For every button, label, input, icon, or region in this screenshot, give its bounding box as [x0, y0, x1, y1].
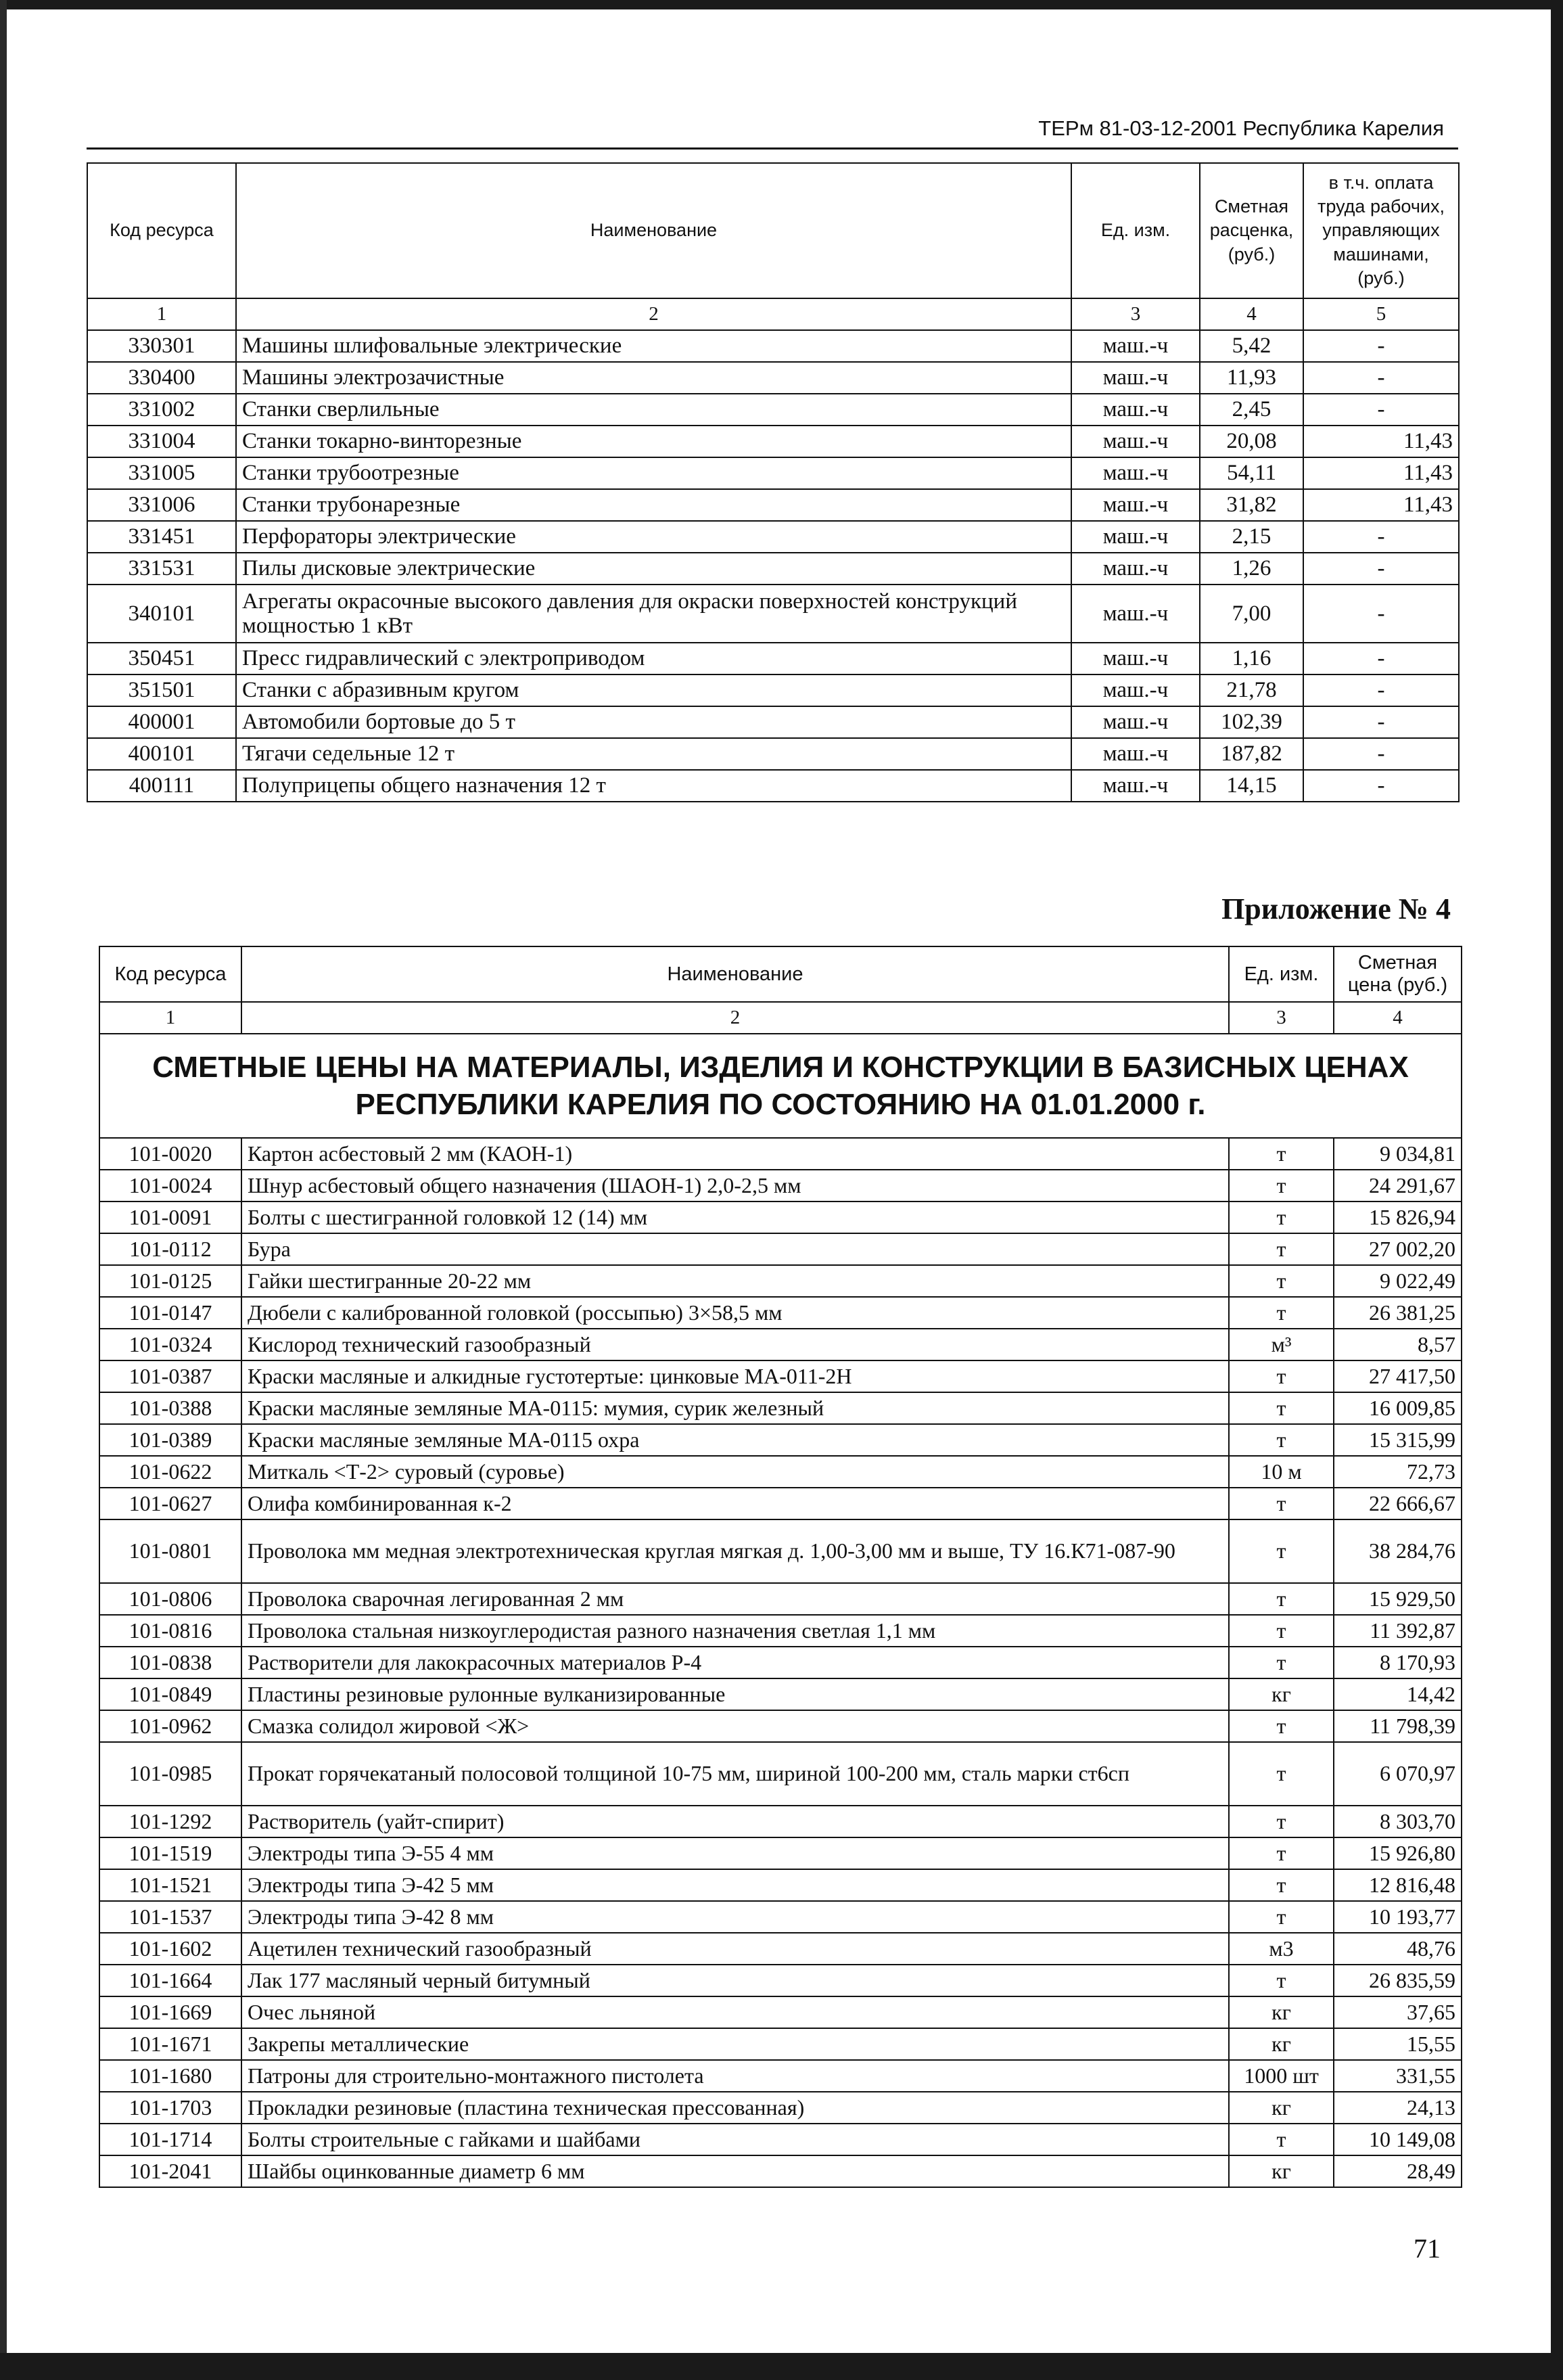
materials-rows — [99, 1138, 1462, 2187]
header-wage: в т.ч. оплата труда рабочих, управляющих машинами, (руб.) — [1303, 163, 1459, 298]
table-row — [99, 1170, 1462, 1202]
table-row — [99, 1583, 1462, 1615]
cell-code: 331004 — [87, 426, 236, 457]
column-number: 2 — [236, 298, 1071, 330]
appendix-title: Приложение № 4 — [1221, 892, 1451, 925]
cell-name: Электроды типа Э-42 8 мм — [241, 1901, 1229, 1933]
cell-price: 11 798,39 — [1334, 1710, 1462, 1742]
table-row — [99, 1933, 1462, 1965]
cell-unit: 1000 шт — [1229, 2060, 1334, 2092]
cell-price: 16 009,85 — [1334, 1392, 1462, 1424]
cell-unit: т — [1229, 2124, 1334, 2155]
cell-unit: кг — [1229, 2155, 1334, 2187]
cell-price: 6 070,97 — [1334, 1742, 1462, 1806]
header-rule — [87, 147, 1458, 150]
cell-name: Проволока сварочная легированная 2 мм — [241, 1583, 1229, 1615]
cell-wage: - — [1303, 706, 1459, 738]
table-row — [87, 330, 1459, 362]
cell-code: 101-1669 — [99, 1996, 241, 2028]
cell-name: Агрегаты окрасочные высокого давления для окраски поверхностей конструкций мощностью 1 кВт — [236, 585, 1071, 643]
cell-price: 8,57 — [1334, 1329, 1462, 1360]
cell-unit: кг — [1229, 1996, 1334, 2028]
cell-name: Проволока стальная низкоуглеродистая разного назначения светлая 1,1 мм — [241, 1615, 1229, 1647]
cell-price: 187,82 — [1200, 738, 1303, 770]
cell-code: 101-1714 — [99, 2124, 241, 2155]
cell-code: 101-1671 — [99, 2028, 241, 2060]
cell-unit: м3 — [1229, 1933, 1334, 1965]
cell-wage: 11,43 — [1303, 489, 1459, 521]
cell-name: Миткаль <Т-2> суровый (суровье) — [241, 1456, 1229, 1488]
materials-table — [99, 946, 1462, 2188]
cell-price: 48,76 — [1334, 1933, 1462, 1965]
cell-unit: маш.-ч — [1071, 585, 1200, 643]
cell-code: 400111 — [87, 770, 236, 802]
cell-code: 400101 — [87, 738, 236, 770]
cell-code: 101-1602 — [99, 1933, 241, 1965]
scan-border-bottom — [0, 2353, 1563, 2380]
cell-name: Электроды типа Э-55 4 мм — [241, 1837, 1229, 1869]
cell-price: 10 193,77 — [1334, 1901, 1462, 1933]
cell-name: Станки трубонарезные — [236, 489, 1071, 521]
cell-unit: маш.-ч — [1071, 394, 1200, 426]
cell-price: 8 170,93 — [1334, 1647, 1462, 1678]
cell-unit: маш.-ч — [1071, 426, 1200, 457]
scan-border-left — [0, 0, 7, 2380]
table-row — [99, 1297, 1462, 1329]
cell-code: 400001 — [87, 706, 236, 738]
table-row — [99, 1233, 1462, 1265]
cell-code: 101-0962 — [99, 1710, 241, 1742]
cell-price: 15 315,99 — [1334, 1424, 1462, 1456]
cell-price: 1,16 — [1200, 643, 1303, 674]
table-row — [99, 1424, 1462, 1456]
cell-name: Пресс гидравлический с электроприводом — [236, 643, 1071, 674]
cell-code: 101-1519 — [99, 1837, 241, 1869]
cell-unit: маш.-ч — [1071, 457, 1200, 489]
table-row — [99, 1837, 1462, 1869]
cell-wage: - — [1303, 521, 1459, 553]
cell-price: 1,26 — [1200, 553, 1303, 585]
cell-name: Смазка солидол жировой <Ж> — [241, 1710, 1229, 1742]
cell-code: 101-0985 — [99, 1742, 241, 1806]
cell-unit: маш.-ч — [1071, 738, 1200, 770]
cell-code: 331006 — [87, 489, 236, 521]
cell-price: 26 835,59 — [1334, 1965, 1462, 1996]
table-row — [87, 521, 1459, 553]
cell-unit: маш.-ч — [1071, 674, 1200, 706]
cell-unit: т — [1229, 1360, 1334, 1392]
cell-name: Тягачи седельные 12 т — [236, 738, 1071, 770]
cell-unit: т — [1229, 1138, 1334, 1170]
cell-unit: т — [1229, 1488, 1334, 1519]
cell-price: 26 381,25 — [1334, 1297, 1462, 1329]
column-number: 2 — [241, 1002, 1229, 1034]
cell-code: 330400 — [87, 362, 236, 394]
cell-name: Пилы дисковые электрические — [236, 553, 1071, 585]
header-code: Код ресурса — [99, 946, 241, 1002]
cell-unit: т — [1229, 1615, 1334, 1647]
cell-code: 101-0020 — [99, 1138, 241, 1170]
cell-unit: т — [1229, 1519, 1334, 1583]
cell-wage: - — [1303, 585, 1459, 643]
cell-price: 28,49 — [1334, 2155, 1462, 2187]
table-row — [99, 1329, 1462, 1360]
cell-price: 15,55 — [1334, 2028, 1462, 2060]
cell-code: 340101 — [87, 585, 236, 643]
cell-name: Очес льняной — [241, 1996, 1229, 2028]
cell-name: Прокладки резиновые (пластина техническая прессованная) — [241, 2092, 1229, 2124]
cell-price: 8 303,70 — [1334, 1806, 1462, 1837]
cell-name: Шайбы оцинкованные диаметр 6 мм — [241, 2155, 1229, 2187]
cell-unit: т — [1229, 1806, 1334, 1837]
cell-name: Картон асбестовый 2 мм (КАОН-1) — [241, 1138, 1229, 1170]
header-name: Наименование — [236, 163, 1071, 298]
cell-code: 101-0838 — [99, 1647, 241, 1678]
cell-code: 101-0147 — [99, 1297, 241, 1329]
cell-price: 54,11 — [1200, 457, 1303, 489]
header-name: Наименование — [241, 946, 1229, 1002]
table-row — [99, 1710, 1462, 1742]
section-heading: СМЕТНЫЕ ЦЕНЫ НА МАТЕРИАЛЫ, ИЗДЕЛИЯ И КОНСТРУКЦИИ В БАЗИСНЫХ ЦЕНАХ РЕСПУБЛИКИ КАРЕЛИЯ ПО СОСТОЯНИЮ НА 01.01.2000 г. — [99, 1034, 1462, 1138]
cell-name: Электроды типа Э-42 5 мм — [241, 1869, 1229, 1901]
machines-table — [87, 162, 1460, 802]
cell-name: Машины электрозачистные — [236, 362, 1071, 394]
cell-code: 331005 — [87, 457, 236, 489]
cell-price: 12 816,48 — [1334, 1869, 1462, 1901]
cell-price: 14,42 — [1334, 1678, 1462, 1710]
cell-unit: 10 м — [1229, 1456, 1334, 1488]
cell-unit: маш.-ч — [1071, 706, 1200, 738]
header-code: Код ресурса — [87, 163, 236, 298]
cell-unit: т — [1229, 1424, 1334, 1456]
cell-name: Прокат горячекатаный полосовой толщиной 10-75 мм, шириной 100-200 мм, сталь марки ст6сп — [241, 1742, 1229, 1806]
cell-code: 101-0388 — [99, 1392, 241, 1424]
cell-price: 20,08 — [1200, 426, 1303, 457]
cell-code: 101-1703 — [99, 2092, 241, 2124]
cell-price: 9 034,81 — [1334, 1138, 1462, 1170]
cell-code: 101-0622 — [99, 1456, 241, 1488]
table-row — [87, 489, 1459, 521]
cell-unit: т — [1229, 1710, 1334, 1742]
cell-price: 2,15 — [1200, 521, 1303, 553]
cell-wage: - — [1303, 643, 1459, 674]
table-row — [99, 2060, 1462, 2092]
cell-name: Машины шлифовальные электрические — [236, 330, 1071, 362]
cell-code: 101-1537 — [99, 1901, 241, 1933]
cell-price: 9 022,49 — [1334, 1265, 1462, 1297]
table-row — [99, 2028, 1462, 2060]
table-row — [99, 1965, 1462, 1996]
column-number: 3 — [1071, 298, 1200, 330]
cell-unit: маш.-ч — [1071, 553, 1200, 585]
cell-price: 31,82 — [1200, 489, 1303, 521]
cell-unit: т — [1229, 1392, 1334, 1424]
cell-name: Автомобили бортовые до 5 т — [236, 706, 1071, 738]
cell-price: 38 284,76 — [1334, 1519, 1462, 1583]
cell-code: 101-1292 — [99, 1806, 241, 1837]
cell-wage: - — [1303, 330, 1459, 362]
cell-code: 350451 — [87, 643, 236, 674]
cell-name: Дюбели с калиброванной головкой (россыпью) 3×58,5 мм — [241, 1297, 1229, 1329]
cell-code: 101-1521 — [99, 1869, 241, 1901]
cell-unit: маш.-ч — [1071, 489, 1200, 521]
cell-name: Проволока мм медная электротехническая круглая мягкая д. 1,00-3,00 мм и выше, ТУ 16.К71-087-90 — [241, 1519, 1229, 1583]
cell-unit: кг — [1229, 2028, 1334, 2060]
table-row — [99, 2124, 1462, 2155]
cell-code: 101-0806 — [99, 1583, 241, 1615]
cell-price: 10 149,08 — [1334, 2124, 1462, 2155]
table-row — [99, 1138, 1462, 1170]
cell-unit: маш.-ч — [1071, 770, 1200, 802]
table-row — [99, 1996, 1462, 2028]
cell-code: 101-0024 — [99, 1170, 241, 1202]
table-row — [87, 706, 1459, 738]
table-row — [87, 770, 1459, 802]
cell-unit: т — [1229, 1901, 1334, 1933]
cell-price: 24 291,67 — [1334, 1170, 1462, 1202]
table-row — [87, 738, 1459, 770]
cell-name: Растворители для лакокрасочных материалов Р-4 — [241, 1647, 1229, 1678]
cell-name: Олифа комбинированная к-2 — [241, 1488, 1229, 1519]
cell-wage: - — [1303, 674, 1459, 706]
cell-unit: т — [1229, 1647, 1334, 1678]
cell-wage: - — [1303, 738, 1459, 770]
cell-wage: - — [1303, 553, 1459, 585]
cell-price: 14,15 — [1200, 770, 1303, 802]
cell-name: Кислород технический газообразный — [241, 1329, 1229, 1360]
cell-unit: маш.-ч — [1071, 643, 1200, 674]
scan-border-top — [0, 0, 1563, 9]
table-row — [99, 2092, 1462, 2124]
table-row — [87, 674, 1459, 706]
table-row — [99, 1392, 1462, 1424]
table-row — [87, 457, 1459, 489]
table-row — [99, 1265, 1462, 1297]
cell-name: Растворитель (уайт-спирит) — [241, 1806, 1229, 1837]
cell-unit: кг — [1229, 1678, 1334, 1710]
header-price: Сметная расценка, (руб.) — [1200, 163, 1303, 298]
cell-name: Краски масляные и алкидные густотертые: цинковые МА-011-2Н — [241, 1360, 1229, 1392]
cell-name: Гайки шестигранные 20-22 мм — [241, 1265, 1229, 1297]
column-number: 4 — [1334, 1002, 1462, 1034]
column-number: 1 — [87, 298, 236, 330]
cell-name: Станки токарно-винторезные — [236, 426, 1071, 457]
cell-price: 331,55 — [1334, 2060, 1462, 2092]
table-row — [87, 426, 1459, 457]
cell-unit: т — [1229, 1583, 1334, 1615]
header-unit: Ед. изм. — [1229, 946, 1334, 1002]
cell-wage: - — [1303, 362, 1459, 394]
cell-unit: т — [1229, 1202, 1334, 1233]
cell-name: Шнур асбестовый общего назначения (ШАОН-1) 2,0-2,5 мм — [241, 1170, 1229, 1202]
cell-name: Патроны для строительно-монтажного пистолета — [241, 2060, 1229, 2092]
cell-name: Ацетилен технический газообразный — [241, 1933, 1229, 1965]
cell-name: Станки с абразивным кругом — [236, 674, 1071, 706]
cell-name: Перфораторы электрические — [236, 521, 1071, 553]
table-row — [99, 1647, 1462, 1678]
cell-unit: т — [1229, 1233, 1334, 1265]
header-price: Сметная цена (руб.) — [1334, 946, 1462, 1002]
cell-code: 101-1680 — [99, 2060, 241, 2092]
table-row — [99, 1901, 1462, 1933]
cell-wage: 11,43 — [1303, 457, 1459, 489]
cell-price: 27 002,20 — [1334, 1233, 1462, 1265]
cell-price: 21,78 — [1200, 674, 1303, 706]
table-row — [99, 1615, 1462, 1647]
table-row — [87, 362, 1459, 394]
cell-price: 22 666,67 — [1334, 1488, 1462, 1519]
cell-name: Краски масляные земляные МА-0115: мумия, сурик железный — [241, 1392, 1229, 1424]
cell-code: 101-0627 — [99, 1488, 241, 1519]
cell-code: 101-0091 — [99, 1202, 241, 1233]
cell-unit: м³ — [1229, 1329, 1334, 1360]
cell-price: 24,13 — [1334, 2092, 1462, 2124]
table-row — [87, 585, 1459, 643]
cell-name: Болты строительные с гайками и шайбами — [241, 2124, 1229, 2155]
cell-name: Болты с шестигранной головкой 12 (14) мм — [241, 1202, 1229, 1233]
cell-code: 101-0849 — [99, 1678, 241, 1710]
cell-name: Лак 177 масляный черный битумный — [241, 1965, 1229, 1996]
table-row — [99, 1456, 1462, 1488]
table-row — [99, 1519, 1462, 1583]
header-unit: Ед. изм. — [1071, 163, 1200, 298]
cell-unit: маш.-ч — [1071, 362, 1200, 394]
cell-price: 15 926,80 — [1334, 1837, 1462, 1869]
table-row — [99, 1806, 1462, 1837]
cell-code: 101-0389 — [99, 1424, 241, 1456]
cell-code: 101-0801 — [99, 1519, 241, 1583]
machines-rows — [87, 330, 1459, 802]
cell-name: Станки сверлильные — [236, 394, 1071, 426]
cell-unit: маш.-ч — [1071, 521, 1200, 553]
cell-code: 101-0112 — [99, 1233, 241, 1265]
cell-price: 37,65 — [1334, 1996, 1462, 2028]
table-row — [99, 1742, 1462, 1806]
cell-price: 72,73 — [1334, 1456, 1462, 1488]
cell-name: Закрепы металлические — [241, 2028, 1229, 2060]
cell-price: 5,42 — [1200, 330, 1303, 362]
cell-unit: маш.-ч — [1071, 330, 1200, 362]
cell-price: 7,00 — [1200, 585, 1303, 643]
column-number: 5 — [1303, 298, 1459, 330]
cell-code: 101-0387 — [99, 1360, 241, 1392]
cell-wage: 11,43 — [1303, 426, 1459, 457]
table-row — [99, 1360, 1462, 1392]
cell-price: 102,39 — [1200, 706, 1303, 738]
cell-unit: т — [1229, 1869, 1334, 1901]
cell-price: 27 417,50 — [1334, 1360, 1462, 1392]
cell-price: 15 929,50 — [1334, 1583, 1462, 1615]
column-number: 3 — [1229, 1002, 1334, 1034]
running-header: ТЕРм 81-03-12-2001 Республика Карелия — [1038, 116, 1444, 140]
cell-unit: т — [1229, 1170, 1334, 1202]
cell-price: 11 392,87 — [1334, 1615, 1462, 1647]
cell-unit: т — [1229, 1742, 1334, 1806]
column-number: 4 — [1200, 298, 1303, 330]
cell-price: 15 826,94 — [1334, 1202, 1462, 1233]
scan-border-right — [1551, 0, 1563, 2380]
table-row — [99, 1202, 1462, 1233]
cell-code: 330301 — [87, 330, 236, 362]
page-number: 71 — [1414, 2233, 1441, 2264]
table-row — [87, 394, 1459, 426]
cell-code: 351501 — [87, 674, 236, 706]
cell-name: Станки трубоотрезные — [236, 457, 1071, 489]
cell-name: Краски масляные земляные МА-0115 охра — [241, 1424, 1229, 1456]
cell-unit: т — [1229, 1265, 1334, 1297]
table-row — [87, 553, 1459, 585]
cell-code: 331531 — [87, 553, 236, 585]
cell-wage: - — [1303, 394, 1459, 426]
cell-price: 11,93 — [1200, 362, 1303, 394]
cell-unit: т — [1229, 1837, 1334, 1869]
table-row — [99, 1678, 1462, 1710]
table-row — [87, 643, 1459, 674]
cell-code: 331002 — [87, 394, 236, 426]
table-row — [99, 2155, 1462, 2187]
table-row — [99, 1488, 1462, 1519]
table-row — [99, 1869, 1462, 1901]
cell-name: Пластины резиновые рулонные вулканизированные — [241, 1678, 1229, 1710]
cell-wage: - — [1303, 770, 1459, 802]
cell-code: 101-0816 — [99, 1615, 241, 1647]
cell-unit: т — [1229, 1297, 1334, 1329]
cell-price: 2,45 — [1200, 394, 1303, 426]
cell-code: 101-1664 — [99, 1965, 241, 1996]
column-number: 1 — [99, 1002, 241, 1034]
cell-unit: кг — [1229, 2092, 1334, 2124]
cell-name: Полуприцепы общего назначения 12 т — [236, 770, 1071, 802]
cell-name: Бура — [241, 1233, 1229, 1265]
cell-code: 101-0324 — [99, 1329, 241, 1360]
cell-code: 101-2041 — [99, 2155, 241, 2187]
cell-code: 331451 — [87, 521, 236, 553]
cell-code: 101-0125 — [99, 1265, 241, 1297]
cell-unit: т — [1229, 1965, 1334, 1996]
